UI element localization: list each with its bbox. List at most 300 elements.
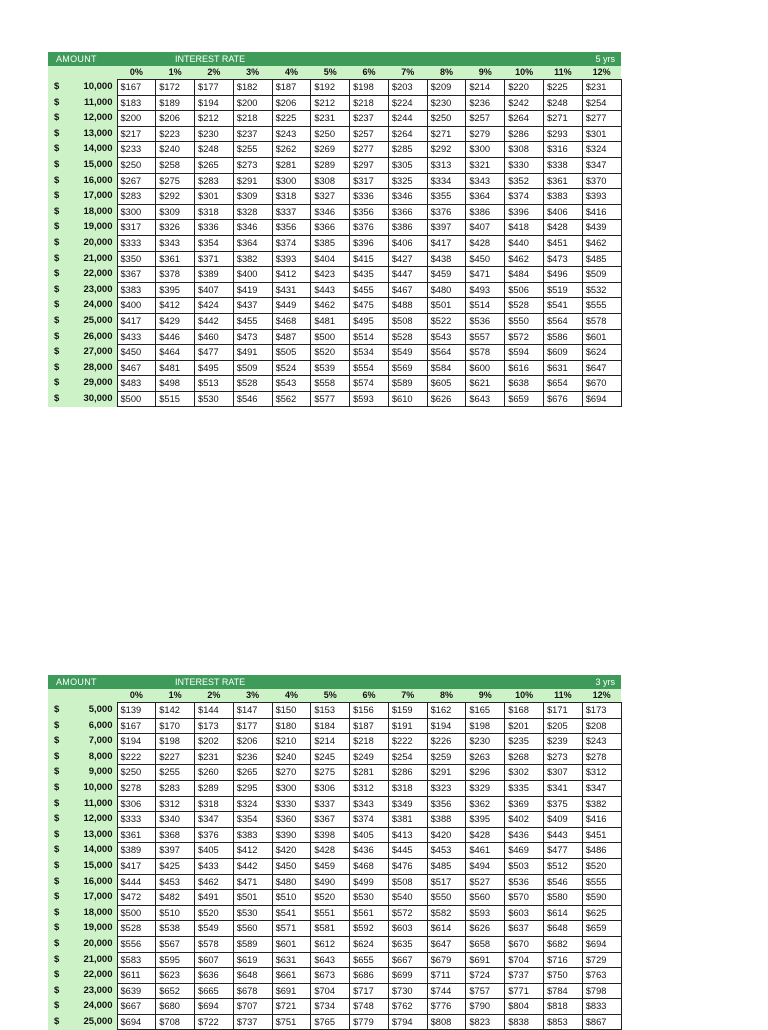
payment-cell: $763 [582, 968, 621, 984]
currency-symbol: $ [48, 235, 70, 251]
payment-cell: $254 [582, 95, 621, 111]
payment-cell: $409 [543, 812, 582, 828]
payment-cell: $450 [272, 858, 311, 874]
payment-cell: $347 [582, 157, 621, 173]
rate-header-row [48, 689, 621, 703]
payment-cell: $643 [311, 952, 350, 968]
payment-cell: $389 [117, 843, 156, 859]
payment-cell: $560 [233, 921, 272, 937]
payment-cell: $417 [117, 313, 156, 329]
loan-amount: 17,000 [70, 189, 117, 205]
payment-cell: $317 [350, 173, 389, 189]
payment-cell: $177 [195, 80, 234, 96]
title-bar [48, 675, 621, 689]
payment-cell: $593 [466, 905, 505, 921]
payment-cell: $236 [466, 95, 505, 111]
payment-cell: $223 [156, 126, 195, 142]
payment-cell: $704 [505, 952, 544, 968]
payment-cell: $578 [582, 313, 621, 329]
payment-cell: $561 [350, 905, 389, 921]
payment-cell: $343 [466, 173, 505, 189]
payment-cell: $302 [505, 765, 544, 781]
payment-cell: $631 [543, 360, 582, 376]
payment-cell: $206 [156, 111, 195, 127]
payment-cell: $374 [505, 189, 544, 205]
payment-cell: $306 [117, 796, 156, 812]
payment-cell: $248 [195, 142, 234, 158]
payment-cell: $578 [466, 345, 505, 361]
payment-cell: $468 [272, 313, 311, 329]
payment-cell: $867 [582, 1014, 621, 1030]
payment-cell: $301 [195, 189, 234, 205]
payment-cell: $440 [505, 235, 544, 251]
currency-symbol: $ [48, 968, 70, 984]
payment-cell: $255 [233, 142, 272, 158]
payment-cell: $354 [233, 812, 272, 828]
payment-cell: $402 [505, 812, 544, 828]
payment-cell: $230 [427, 95, 466, 111]
payment-cell: $776 [427, 999, 466, 1015]
payment-cell: $436 [505, 827, 544, 843]
loan-amount: 9,000 [70, 765, 117, 781]
loan-amount: 25,000 [70, 1014, 117, 1030]
payment-cell: $637 [505, 921, 544, 937]
payment-cell: $312 [350, 780, 389, 796]
payment-cell: $522 [427, 313, 466, 329]
payment-cell: $654 [543, 376, 582, 392]
payment-cell: $439 [582, 220, 621, 236]
payment-cell: $407 [195, 282, 234, 298]
payment-cell: $376 [195, 827, 234, 843]
payment-cell: $305 [388, 157, 427, 173]
payment-cell: $367 [117, 267, 156, 283]
rate-header-cell: 7% [388, 689, 427, 703]
payment-cell: $694 [117, 1014, 156, 1030]
loan-amount: 24,000 [70, 298, 117, 314]
payment-cell: $737 [505, 968, 544, 984]
payment-cell: $217 [117, 126, 156, 142]
payment-cell: $455 [233, 313, 272, 329]
payment-cell: $506 [505, 282, 544, 298]
payment-cell: $267 [117, 173, 156, 189]
currency-symbol: $ [48, 345, 70, 361]
table-row [48, 157, 621, 173]
payment-cell: $582 [427, 905, 466, 921]
header-blank [48, 689, 117, 703]
payment-cell: $191 [388, 718, 427, 734]
payment-cell: $257 [350, 126, 389, 142]
payment-cell: $194 [195, 95, 234, 111]
payment-cell: $265 [233, 765, 272, 781]
payment-cell: $449 [272, 298, 311, 314]
payment-cell: $231 [311, 111, 350, 127]
loan-amount: 30,000 [70, 391, 117, 407]
payment-cell: $240 [156, 142, 195, 158]
payment-cell: $360 [272, 812, 311, 828]
payment-cell: $335 [505, 780, 544, 796]
table-row [48, 189, 621, 205]
payment-cell: $694 [582, 936, 621, 952]
payment-cell: $306 [311, 780, 350, 796]
loan-amount: 16,000 [70, 173, 117, 189]
payment-cell: $562 [272, 391, 311, 407]
payment-cell: $447 [388, 267, 427, 283]
rate-header-cell: 11% [543, 689, 582, 703]
payment-cell: $218 [233, 111, 272, 127]
payment-cell: $614 [543, 905, 582, 921]
payment-cell: $249 [350, 749, 389, 765]
payment-cell: $364 [466, 189, 505, 205]
payment-cell: $818 [543, 999, 582, 1015]
title-bar [48, 52, 621, 66]
payment-cell: $144 [195, 703, 234, 719]
payment-cell: $162 [427, 703, 466, 719]
payment-cell: $243 [272, 126, 311, 142]
payment-cell: $609 [543, 345, 582, 361]
payment-cell: $405 [195, 843, 234, 859]
payment-cell: $451 [543, 235, 582, 251]
payment-cell: $601 [582, 329, 621, 345]
payment-cell: $208 [582, 718, 621, 734]
payment-cell: $469 [505, 843, 544, 859]
payment-cell: $464 [156, 345, 195, 361]
payment-cell: $467 [388, 282, 427, 298]
payment-cell: $275 [156, 173, 195, 189]
payment-cell: $333 [117, 235, 156, 251]
payment-cell: $321 [466, 157, 505, 173]
table-row [48, 999, 621, 1015]
currency-symbol: $ [48, 796, 70, 812]
payment-cell: $717 [350, 983, 389, 999]
payment-cell: $487 [272, 329, 311, 345]
payment-cell: $450 [466, 251, 505, 267]
payment-cell: $346 [388, 189, 427, 205]
payment-cell: $318 [388, 780, 427, 796]
payment-cell: $318 [195, 204, 234, 220]
loan-amount: 13,000 [70, 126, 117, 142]
payment-cell: $493 [466, 282, 505, 298]
payment-cell: $527 [466, 874, 505, 890]
payment-cell: $337 [311, 796, 350, 812]
payment-cell: $616 [505, 360, 544, 376]
payment-cell: $231 [582, 80, 621, 96]
payment-cell: $356 [272, 220, 311, 236]
payment-cell: $159 [388, 703, 427, 719]
loan-amount: 15,000 [70, 157, 117, 173]
payment-cell: $476 [388, 858, 427, 874]
payment-cell: $370 [582, 173, 621, 189]
loan-amount: 12,000 [70, 812, 117, 828]
payment-cell: $480 [272, 874, 311, 890]
payment-cell: $462 [582, 235, 621, 251]
payment-cell: $686 [350, 968, 389, 984]
payment-cell: $655 [350, 952, 389, 968]
currency-symbol: $ [48, 890, 70, 906]
payment-cell: $230 [466, 734, 505, 750]
payment-cell: $396 [505, 204, 544, 220]
payment-cell: $508 [388, 874, 427, 890]
payment-cell: $682 [543, 936, 582, 952]
payment-cell: $337 [272, 204, 311, 220]
payment-cell: $406 [388, 235, 427, 251]
payment-cell: $283 [156, 780, 195, 796]
payment-cell: $395 [466, 812, 505, 828]
payment-cell: $236 [233, 749, 272, 765]
payment-table [48, 675, 622, 1030]
payment-cell: $538 [156, 921, 195, 937]
payment-cell: $838 [505, 1014, 544, 1030]
payment-cell: $376 [427, 204, 466, 220]
payment-cell: $244 [388, 111, 427, 127]
payment-cell: $443 [311, 282, 350, 298]
payment-cell: $258 [156, 157, 195, 173]
currency-symbol: $ [48, 734, 70, 750]
payment-cell: $220 [505, 80, 544, 96]
payment-cell: $708 [156, 1014, 195, 1030]
payment-cell: $184 [311, 718, 350, 734]
payment-cell: $250 [427, 111, 466, 127]
payment-cell: $794 [388, 1014, 427, 1030]
payment-cell: $499 [350, 874, 389, 890]
payment-cell: $601 [272, 936, 311, 952]
payment-cell: $564 [543, 313, 582, 329]
payment-cell: $398 [311, 827, 350, 843]
payment-cell: $142 [156, 703, 195, 719]
payment-cell: $550 [505, 313, 544, 329]
payment-cell: $707 [233, 999, 272, 1015]
payment-cell: $485 [582, 251, 621, 267]
payment-cell: $427 [388, 251, 427, 267]
payment-cell: $445 [388, 843, 427, 859]
payment-cell: $224 [388, 95, 427, 111]
term-label: 3 yrs [505, 675, 621, 689]
payment-cell: $412 [156, 298, 195, 314]
table-row [48, 267, 621, 283]
payment-cell: $482 [156, 890, 195, 906]
payment-cell: $182 [233, 80, 272, 96]
payment-cell: $262 [272, 142, 311, 158]
payment-cell: $194 [427, 718, 466, 734]
payment-cell: $751 [272, 1014, 311, 1030]
rate-header-cell: 12% [582, 689, 621, 703]
table-row [48, 298, 621, 314]
payment-cell: $318 [272, 189, 311, 205]
table-row [48, 765, 621, 781]
loan-amount: 23,000 [70, 983, 117, 999]
payment-cell: $281 [272, 157, 311, 173]
payment-cell: $532 [582, 282, 621, 298]
currency-symbol: $ [48, 391, 70, 407]
loan-amount: 19,000 [70, 220, 117, 236]
table-row [48, 952, 621, 968]
payment-cell: $524 [272, 360, 311, 376]
payment-cell: $400 [233, 267, 272, 283]
payment-cell: $636 [195, 968, 234, 984]
payment-cell: $555 [582, 874, 621, 890]
payment-cell: $771 [505, 983, 544, 999]
payment-cell: $292 [427, 142, 466, 158]
payment-cell: $471 [466, 267, 505, 283]
payment-cell: $639 [117, 983, 156, 999]
payment-cell: $376 [350, 220, 389, 236]
payment-cell: $291 [233, 173, 272, 189]
payment-cell: $237 [233, 126, 272, 142]
payment-cell: $495 [350, 313, 389, 329]
payment-cell: $790 [466, 999, 505, 1015]
payment-cell: $765 [311, 1014, 350, 1030]
loan-amount: 13,000 [70, 827, 117, 843]
payment-cell: $804 [505, 999, 544, 1015]
payment-cell: $231 [195, 749, 234, 765]
payment-cell: $361 [543, 173, 582, 189]
payment-cell: $420 [272, 843, 311, 859]
currency-symbol: $ [48, 858, 70, 874]
payment-cell: $405 [350, 827, 389, 843]
payment-cell: $346 [311, 204, 350, 220]
loan-amount: 28,000 [70, 360, 117, 376]
payment-cell: $748 [350, 999, 389, 1015]
table-row [48, 345, 621, 361]
interest-rate-header: INTEREST RATE [117, 52, 505, 66]
payment-cell: $167 [117, 718, 156, 734]
payment-cell: $222 [117, 749, 156, 765]
payment-cell: $514 [466, 298, 505, 314]
payment-cell: $483 [117, 376, 156, 392]
loan-amount: 22,000 [70, 968, 117, 984]
payment-cell: $250 [311, 126, 350, 142]
payment-cell: $248 [543, 95, 582, 111]
payment-cell: $200 [233, 95, 272, 111]
payment-cell: $508 [388, 313, 427, 329]
payment-cell: $455 [350, 282, 389, 298]
payment-cell: $424 [195, 298, 234, 314]
payment-cell: $295 [233, 780, 272, 796]
payment-cell: $453 [427, 843, 466, 859]
currency-symbol: $ [48, 111, 70, 127]
payment-cell: $183 [117, 95, 156, 111]
currency-symbol: $ [48, 905, 70, 921]
payment-cell: $442 [195, 313, 234, 329]
payment-cell: $567 [156, 936, 195, 952]
loan-table-3-yrs [48, 675, 621, 1030]
payment-cell: $704 [311, 983, 350, 999]
payment-cell: $277 [350, 142, 389, 158]
payment-cell: $300 [466, 142, 505, 158]
payment-cell: $584 [427, 360, 466, 376]
payment-cell: $691 [466, 952, 505, 968]
currency-symbol: $ [48, 1014, 70, 1030]
payment-cell: $375 [543, 796, 582, 812]
payment-cell: $361 [156, 251, 195, 267]
payment-cell: $614 [427, 921, 466, 937]
payment-cell: $172 [156, 80, 195, 96]
payment-cell: $386 [466, 204, 505, 220]
payment-cell: $312 [582, 765, 621, 781]
payment-cell: $328 [233, 204, 272, 220]
payment-cell: $583 [117, 952, 156, 968]
payment-cell: $744 [427, 983, 466, 999]
loan-amount: 24,000 [70, 999, 117, 1015]
payment-cell: $222 [388, 734, 427, 750]
loan-amount: 23,000 [70, 282, 117, 298]
payment-cell: $281 [350, 765, 389, 781]
payment-cell: $205 [543, 718, 582, 734]
payment-cell: $477 [543, 843, 582, 859]
payment-cell: $541 [543, 298, 582, 314]
payment-cell: $170 [156, 718, 195, 734]
payment-cell: $336 [350, 189, 389, 205]
payment-cell: $354 [195, 235, 234, 251]
currency-symbol: $ [48, 95, 70, 111]
payment-cell: $659 [505, 391, 544, 407]
payment-cell: $603 [505, 905, 544, 921]
payment-cell: $647 [427, 936, 466, 952]
rate-header-cell: 9% [466, 66, 505, 80]
payment-cell: $589 [233, 936, 272, 952]
payment-cell: $268 [505, 749, 544, 765]
currency-symbol: $ [48, 267, 70, 283]
payment-cell: $577 [311, 391, 350, 407]
loan-amount: 18,000 [70, 905, 117, 921]
payment-cell: $428 [466, 827, 505, 843]
payment-cell: $462 [505, 251, 544, 267]
rate-header-cell: 11% [543, 66, 582, 80]
table-row [48, 890, 621, 906]
loan-amount: 21,000 [70, 952, 117, 968]
payment-cell: $509 [582, 267, 621, 283]
payment-cell: $388 [427, 812, 466, 828]
payment-cell: $534 [350, 345, 389, 361]
payment-cell: $150 [272, 703, 311, 719]
payment-cell: $404 [311, 251, 350, 267]
payment-cell: $490 [311, 874, 350, 890]
payment-cell: $371 [195, 251, 234, 267]
payment-cell: $648 [233, 968, 272, 984]
payment-cell: $212 [195, 111, 234, 127]
payment-cell: $569 [388, 360, 427, 376]
payment-cell: $721 [272, 999, 311, 1015]
payment-cell: $580 [543, 890, 582, 906]
payment-cell: $528 [117, 921, 156, 937]
payment-cell: $425 [156, 858, 195, 874]
payment-cell: $661 [272, 968, 311, 984]
payment-cell: $383 [233, 827, 272, 843]
rate-header-cell: 4% [272, 66, 311, 80]
payment-cell: $416 [582, 812, 621, 828]
payment-cell: $206 [272, 95, 311, 111]
rate-header-cell: 8% [427, 66, 466, 80]
payment-cell: $187 [350, 718, 389, 734]
table-row [48, 1014, 621, 1030]
payment-cell: $691 [272, 983, 311, 999]
payment-cell: $471 [233, 874, 272, 890]
payment-cell: $722 [195, 1014, 234, 1030]
payment-cell: $467 [117, 360, 156, 376]
currency-symbol: $ [48, 749, 70, 765]
payment-cell: $468 [350, 858, 389, 874]
payment-cell: $513 [195, 376, 234, 392]
payment-cell: $330 [505, 157, 544, 173]
payment-cell: $269 [311, 142, 350, 158]
payment-cell: $510 [272, 890, 311, 906]
table-row [48, 874, 621, 890]
payment-cell: $624 [350, 936, 389, 952]
payment-cell: $491 [233, 345, 272, 361]
payment-cell: $659 [582, 921, 621, 937]
payment-cell: $589 [388, 376, 427, 392]
table-row [48, 360, 621, 376]
payment-cell: $316 [543, 142, 582, 158]
